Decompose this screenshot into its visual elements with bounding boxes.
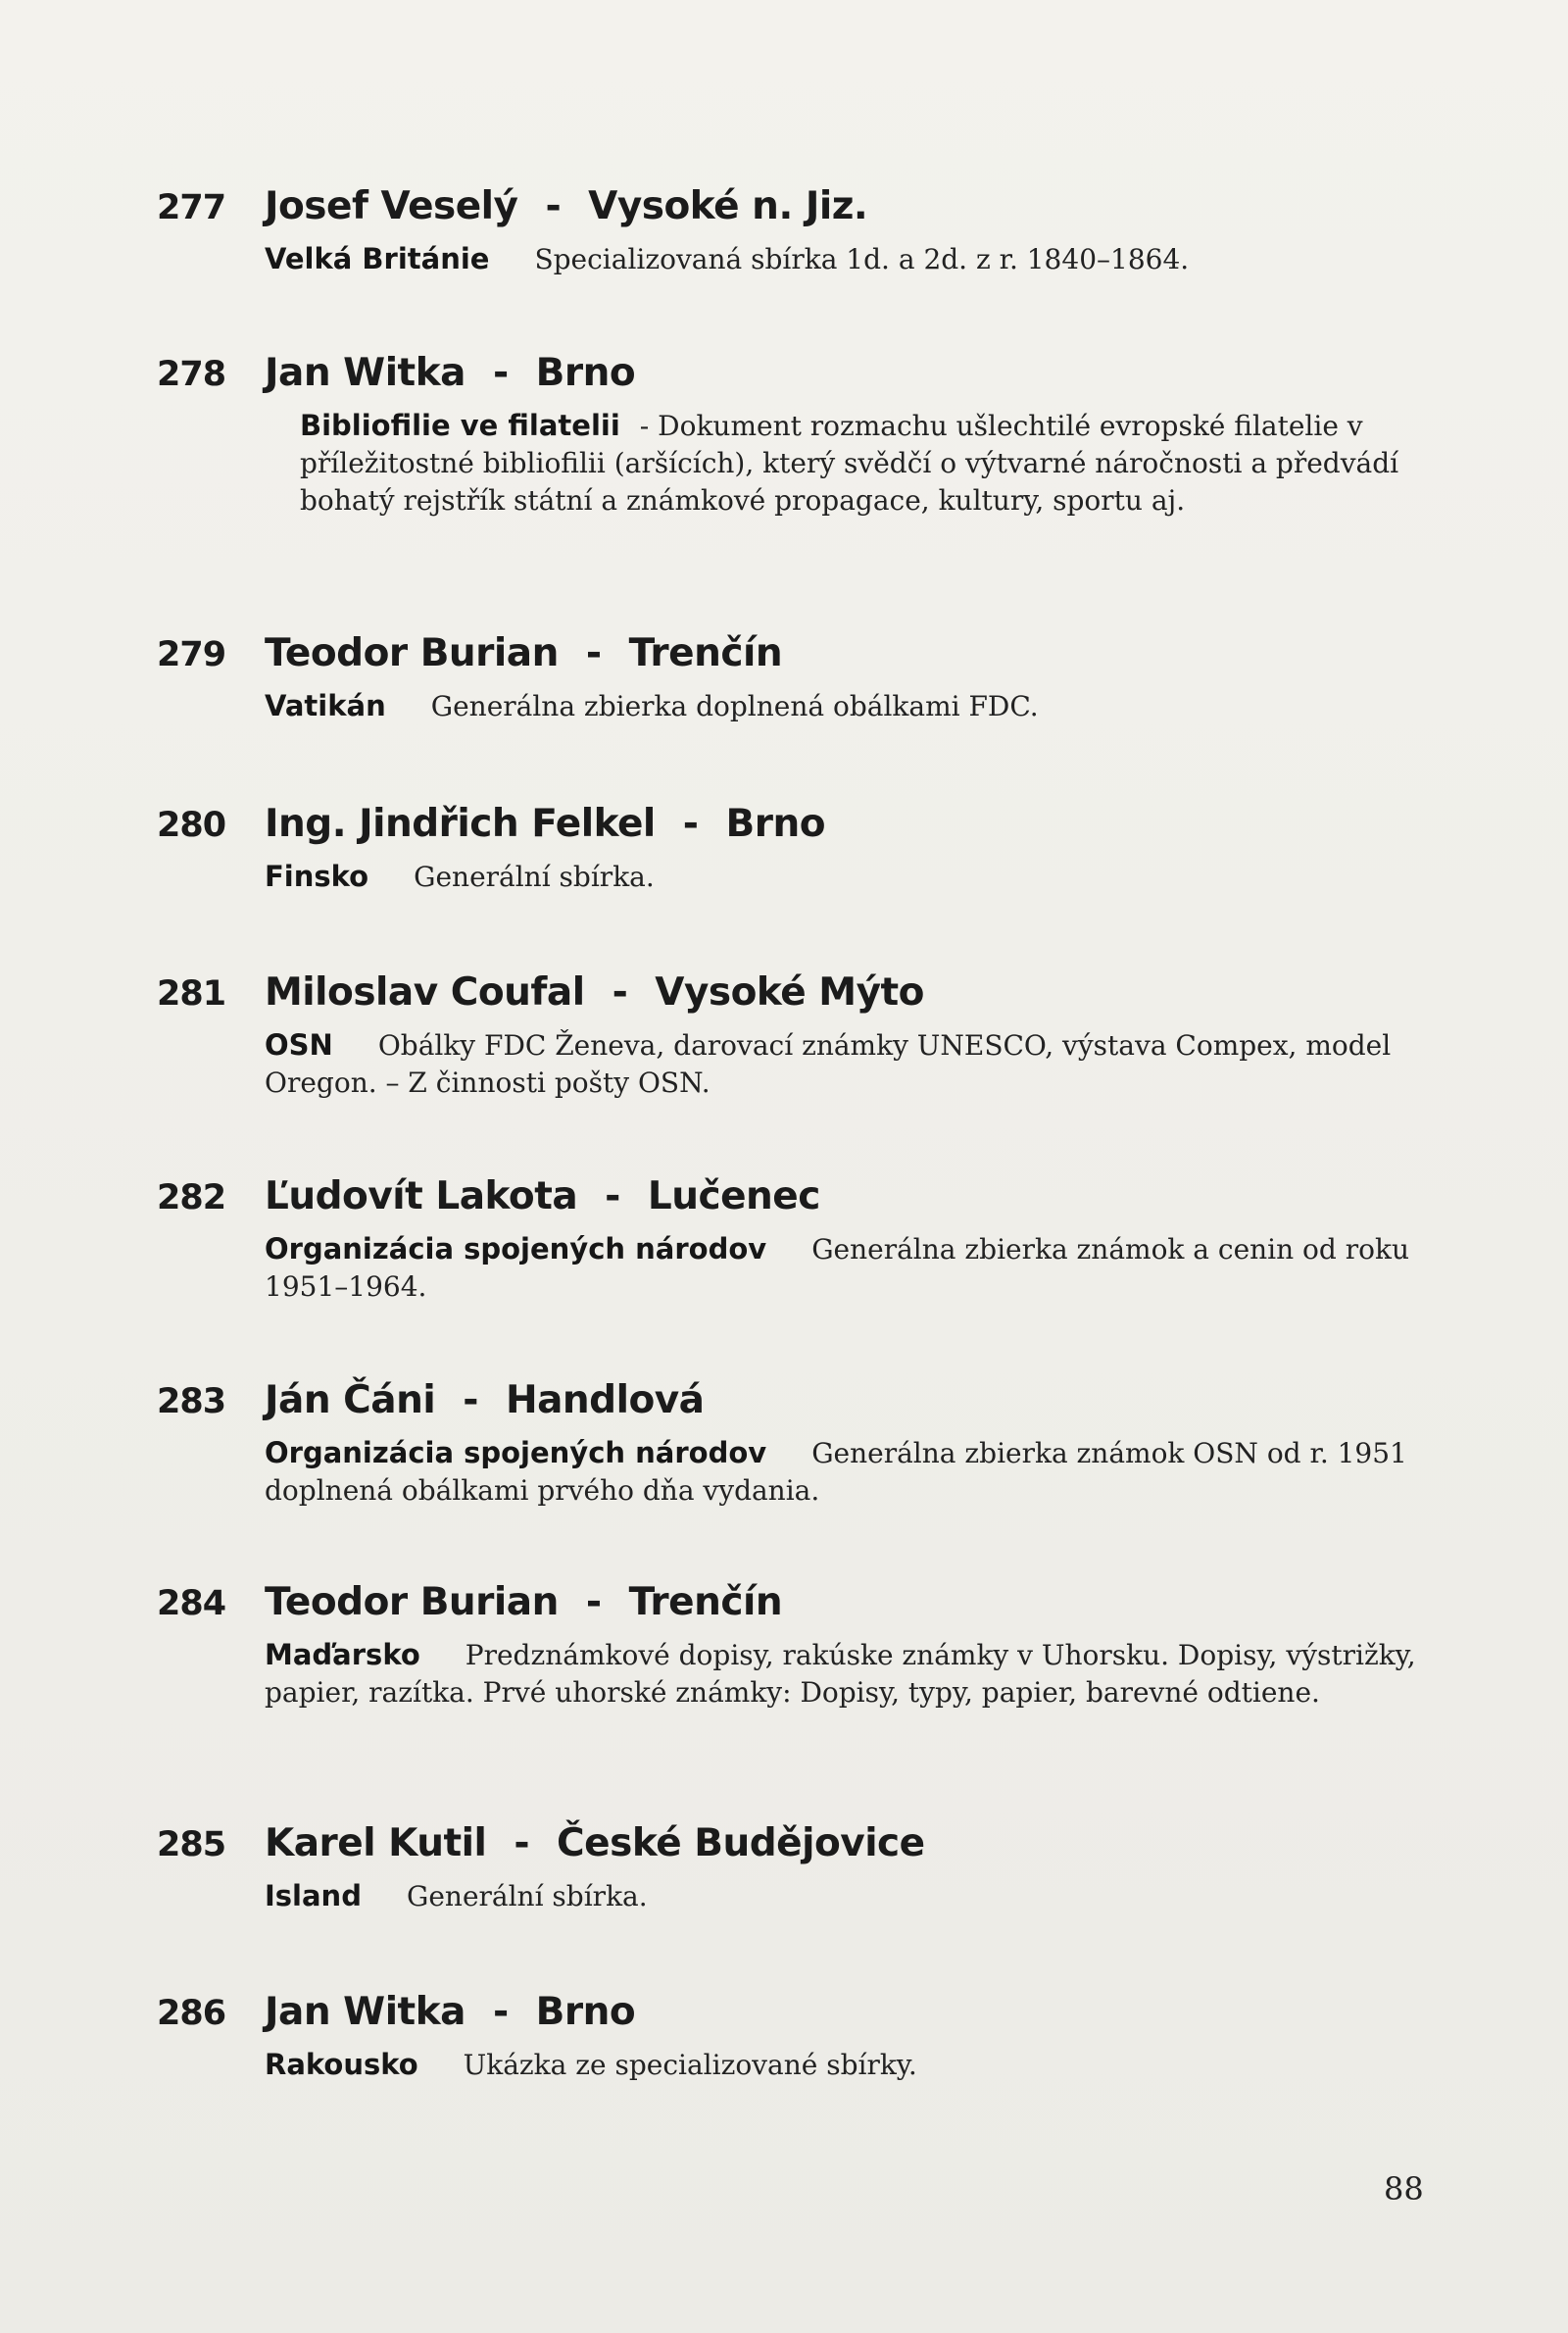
- entry-number: 277: [157, 188, 226, 227]
- entry-heading: [157, 1580, 1460, 1624]
- collection-description: Generálna zbierka známok OSN od r. 1951 doplnená obálkami prvého dňa vydania.: [265, 1437, 1407, 1507]
- entry-285: [157, 1821, 1460, 1915]
- collection-country: Vatikán: [265, 689, 386, 722]
- entry-number: 283: [157, 1382, 226, 1421]
- exhibitor-name: Teodor Burian: [265, 631, 559, 675]
- entry-number: 284: [157, 1584, 226, 1623]
- entry-number: 282: [157, 1178, 226, 1217]
- entry-280: [157, 802, 1460, 896]
- exhibitor-name: Ing. Jindřich Felkel: [265, 802, 656, 846]
- entry-body: [265, 858, 1460, 896]
- collection-country: Rakousko: [265, 2048, 418, 2081]
- entry-body: [300, 407, 1460, 520]
- collection-description: Specializovaná sbírka 1d. a 2d. z r. 1840–1864.: [534, 243, 1190, 275]
- exhibitor-city: Brno: [535, 1990, 636, 2034]
- exhibitor-name: Jan Witka: [265, 1990, 466, 2034]
- entry-body: [265, 1434, 1460, 1510]
- entry-heading: [157, 970, 1460, 1015]
- entry-heading: [157, 802, 1460, 846]
- heading-separator: -: [682, 802, 699, 846]
- collection-description: Ukázka ze specializované sbírky.: [463, 2049, 917, 2081]
- exhibitor-city: Brno: [725, 802, 826, 846]
- entry-number: 279: [157, 635, 226, 674]
- page-number: 88: [1384, 2170, 1424, 2208]
- heading-separator: -: [605, 1174, 620, 1218]
- heading-separator: -: [585, 1580, 602, 1624]
- exhibitor-city: České Budějovice: [557, 1821, 925, 1865]
- collection-country: Island: [265, 1879, 362, 1912]
- exhibitor-name: Josef Veselý: [265, 184, 518, 228]
- collection-country: Velká Británie: [265, 242, 490, 275]
- collection-description: Generálna zbierka známok a cenin od roku 1951–1964.: [265, 1233, 1409, 1303]
- heading-separator: -: [492, 351, 509, 395]
- exhibitor-city: Lučenec: [647, 1174, 820, 1218]
- entry-body: [265, 240, 1460, 278]
- entry-heading: [157, 631, 1460, 675]
- entry-heading: [157, 351, 1460, 395]
- exhibitor-name: Ľudovít Lakota: [265, 1174, 578, 1218]
- collection-country: OSN: [265, 1028, 333, 1062]
- heading-separator: -: [492, 1990, 509, 2034]
- heading-separator: -: [612, 970, 628, 1015]
- entry-286: [157, 1990, 1460, 2084]
- exhibitor-name: Miloslav Coufal: [265, 970, 585, 1015]
- collection-country: Organizácia spojených národov: [265, 1436, 767, 1469]
- exhibitor-city: Vysoké Mýto: [655, 970, 924, 1015]
- entry-number: 285: [157, 1825, 226, 1864]
- collection-description: Generální sbírka.: [414, 861, 655, 893]
- entry-279: [157, 631, 1460, 725]
- exhibitor-name: Jan Witka: [265, 351, 466, 395]
- exhibitor-name: Teodor Burian: [265, 1580, 559, 1624]
- collection-description: Predznámkové dopisy, rakúske známky v Uhorsku. Dopisy, výstrižky, papier, razítka. Prvé uhorské známky: Dopisy, typy, papier, barevné odtiene.: [265, 1639, 1416, 1709]
- exhibitor-city: Handlová: [505, 1378, 705, 1422]
- heading-separator: -: [514, 1821, 530, 1865]
- collection-country: Maďarsko: [265, 1638, 420, 1671]
- entry-281: [157, 970, 1460, 1102]
- entry-282: [157, 1174, 1460, 1306]
- entry-heading: [157, 1990, 1460, 2034]
- entry-number: 278: [157, 355, 226, 394]
- entry-heading: [157, 1174, 1460, 1218]
- entry-number: 286: [157, 1994, 226, 2033]
- entry-body: [265, 1230, 1460, 1306]
- entry-283: [157, 1378, 1460, 1510]
- exhibitor-name: Ján Čáni: [265, 1378, 436, 1422]
- collection-country: Bibliofilie ve filatelii: [300, 409, 620, 442]
- entry-body: [265, 1026, 1460, 1102]
- entry-number: 280: [157, 806, 226, 845]
- collection-description: Generální sbírka.: [406, 1880, 648, 1912]
- entry-278: [157, 351, 1460, 520]
- exhibitor-city: Trenčín: [628, 631, 783, 675]
- entry-277: [157, 184, 1460, 278]
- entry-body: [265, 1636, 1460, 1712]
- entry-body: [265, 687, 1460, 725]
- entry-number: 281: [157, 974, 226, 1014]
- exhibitor-city: Trenčín: [628, 1580, 783, 1624]
- entry-284: [157, 1580, 1460, 1712]
- collection-description: Generálna zbierka doplnená obálkami FDC.: [430, 690, 1039, 722]
- entry-heading: [157, 184, 1460, 228]
- heading-separator: -: [585, 631, 602, 675]
- heading-separator: -: [545, 184, 562, 228]
- collection-country: Finsko: [265, 860, 369, 893]
- heading-separator: -: [463, 1378, 478, 1422]
- entry-heading: [157, 1378, 1460, 1422]
- exhibitor-city: Brno: [535, 351, 636, 395]
- entry-body: [265, 2046, 1460, 2084]
- exhibitor-city: Vysoké n. Jiz.: [588, 184, 868, 228]
- entry-body: [265, 1877, 1460, 1915]
- collection-country: Organizácia spojených národov: [265, 1232, 767, 1266]
- entry-heading: [157, 1821, 1460, 1865]
- collection-description: Obálky FDC Ženeva, darovací známky UNESCO, výstava Compex, model Oregon. – Z činnosti pošty OSN.: [265, 1029, 1392, 1099]
- exhibitor-name: Karel Kutil: [265, 1821, 487, 1865]
- collection-description: - Dokument rozmachu ušlechtilé evropské filatelie v příležitostné bibliofilii (aršících), který svědčí o výtvarné náročnosti a předvádí bohatý rejstřík státní a známkové propagace, kultury, sportu aj.: [300, 410, 1399, 517]
